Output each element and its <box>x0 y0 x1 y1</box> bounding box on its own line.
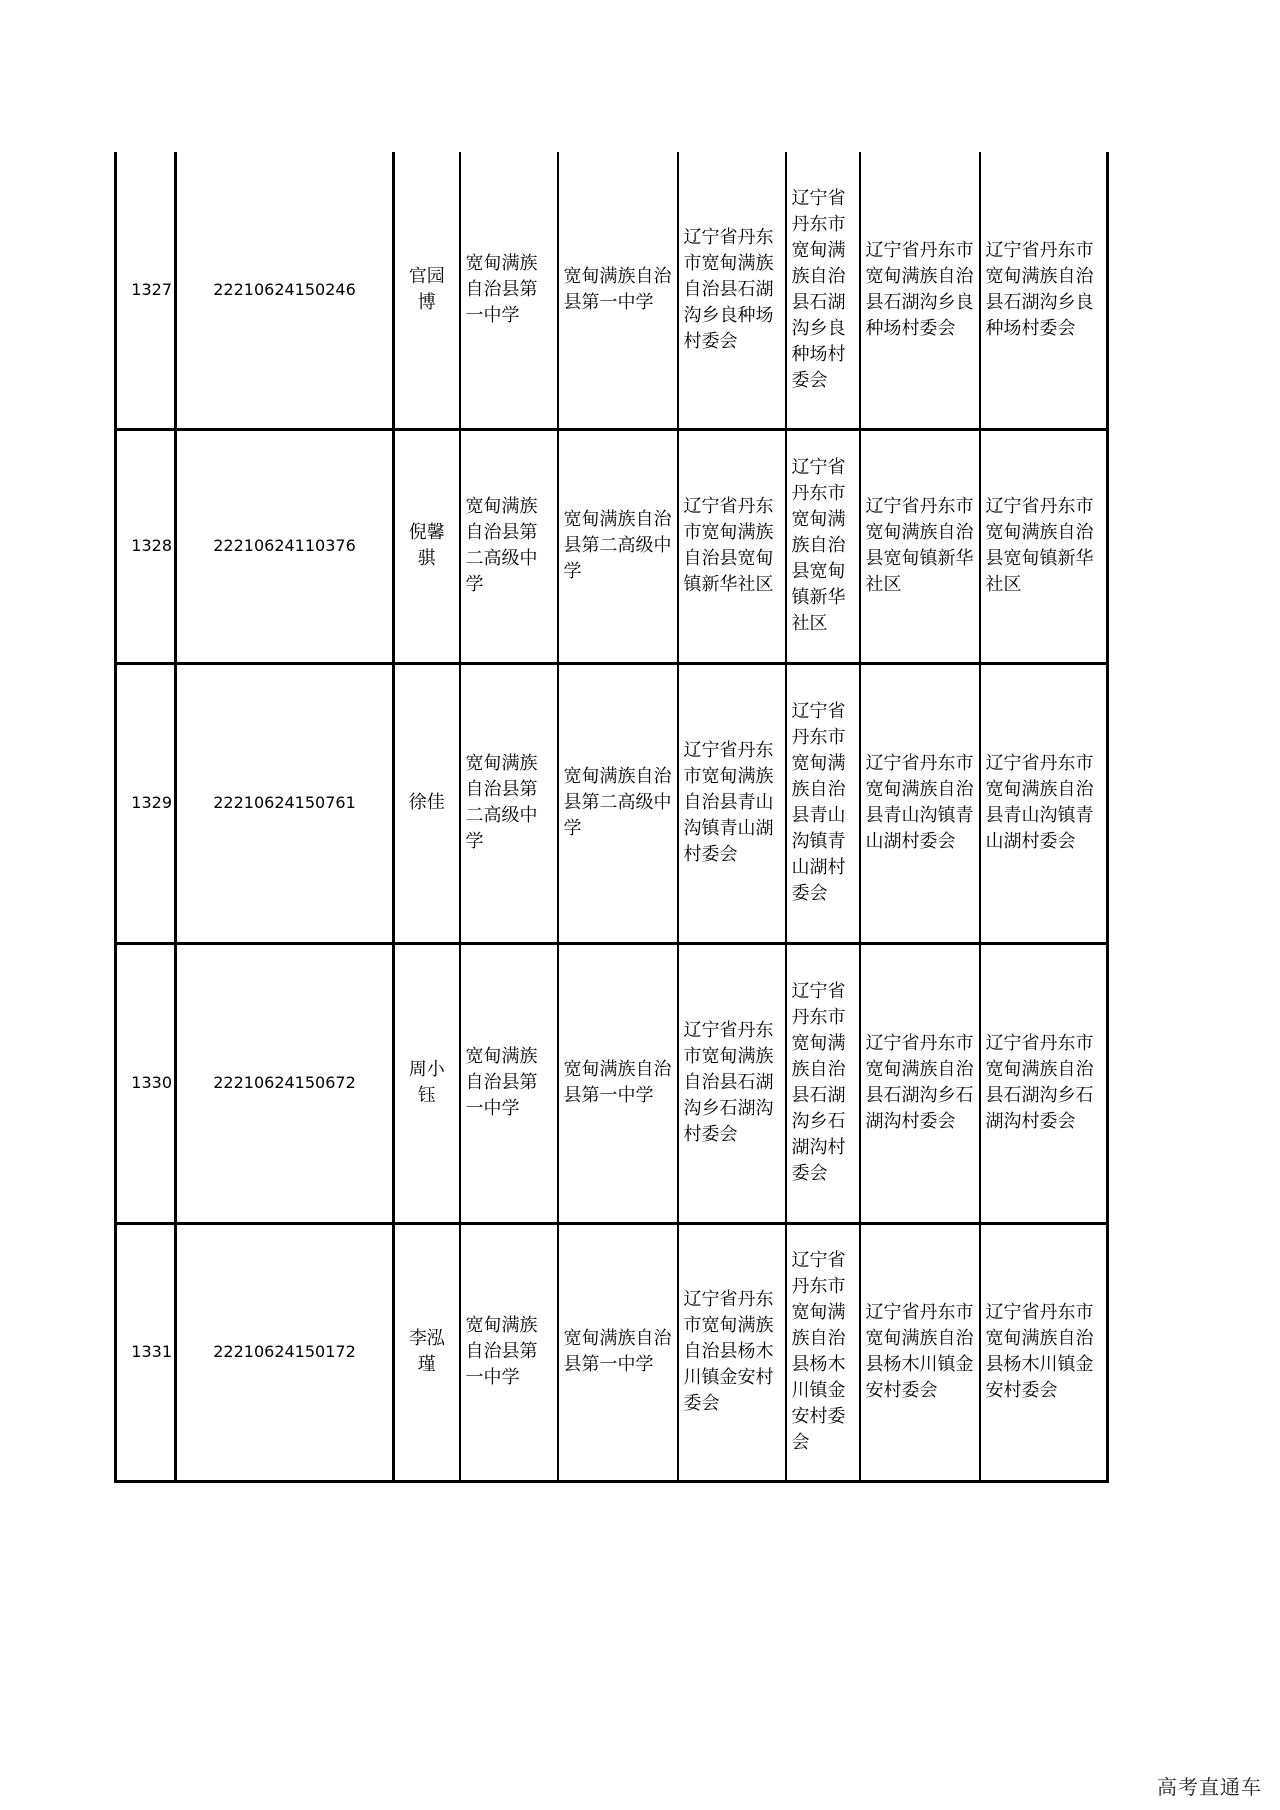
exam-id-cell: 22210624150672 <box>176 943 394 1223</box>
address-cell: 辽宁省丹东市宽甸满族自治县石湖沟乡石湖沟村委会 <box>980 943 1108 1223</box>
address-cell: 辽宁省丹东市宽甸满族自治县石湖沟乡良种场村委会 <box>980 152 1108 429</box>
table-row <box>116 943 1108 1223</box>
school-cell: 宽甸满族自治县第一中学 <box>558 152 678 429</box>
address-cell: 辽宁省丹东市宽甸满族自治县石湖沟乡石湖沟村委会 <box>786 943 860 1223</box>
exam-id-cell: 22210624150246 <box>176 152 394 429</box>
seq-cell: 1327 <box>116 152 176 429</box>
seq-cell: 1330 <box>116 943 176 1223</box>
roster-table <box>114 152 1109 1483</box>
school-cell: 宽甸满族自治县第一中学 <box>558 943 678 1223</box>
address-cell: 辽宁省丹东市宽甸满族自治县石湖沟乡良种场村委会 <box>678 152 786 429</box>
address-cell: 辽宁省丹东市宽甸满族自治县杨木川镇金安村委会 <box>678 1223 786 1481</box>
name-cell: 官园博 <box>394 152 460 429</box>
exam-id-cell: 22210624150172 <box>176 1223 394 1481</box>
address-cell: 辽宁省丹东市宽甸满族自治县杨木川镇金安村委会 <box>980 1223 1108 1481</box>
school-cell: 宽甸满族自治县第一中学 <box>460 152 558 429</box>
address-cell: 辽宁省丹东市宽甸满族自治县杨木川镇金安村委会 <box>860 1223 980 1481</box>
seq-cell: 1328 <box>116 429 176 663</box>
address-cell: 辽宁省丹东市宽甸满族自治县杨木川镇金安村委会 <box>786 1223 860 1481</box>
footer-watermark: 高考直通车 <box>1157 1775 1262 1799</box>
address-cell: 辽宁省丹东市宽甸满族自治县宽甸镇新华社区 <box>678 429 786 663</box>
address-cell: 辽宁省丹东市宽甸满族自治县青山沟镇青山湖村委会 <box>678 663 786 943</box>
address-cell: 辽宁省丹东市宽甸满族自治县宽甸镇新华社区 <box>786 429 860 663</box>
address-cell: 辽宁省丹东市宽甸满族自治县石湖沟乡良种场村委会 <box>786 152 860 429</box>
name-cell: 徐佳 <box>394 663 460 943</box>
school-cell: 宽甸满族自治县第一中学 <box>460 1223 558 1481</box>
address-cell: 辽宁省丹东市宽甸满族自治县青山沟镇青山湖村委会 <box>980 663 1108 943</box>
school-cell: 宽甸满族自治县第二高级中学 <box>558 663 678 943</box>
address-cell: 辽宁省丹东市宽甸满族自治县石湖沟乡良种场村委会 <box>860 152 980 429</box>
address-cell: 辽宁省丹东市宽甸满族自治县宽甸镇新华社区 <box>980 429 1108 663</box>
table-row <box>116 429 1108 663</box>
address-cell: 辽宁省丹东市宽甸满族自治县石湖沟乡石湖沟村委会 <box>678 943 786 1223</box>
table-row <box>116 663 1108 943</box>
school-cell: 宽甸满族自治县第一中学 <box>460 943 558 1223</box>
address-cell: 辽宁省丹东市宽甸满族自治县青山沟镇青山湖村委会 <box>860 663 980 943</box>
seq-cell: 1329 <box>116 663 176 943</box>
address-cell: 辽宁省丹东市宽甸满族自治县石湖沟乡石湖沟村委会 <box>860 943 980 1223</box>
school-cell: 宽甸满族自治县第二高级中学 <box>460 429 558 663</box>
seq-cell: 1331 <box>116 1223 176 1481</box>
address-cell: 辽宁省丹东市宽甸满族自治县青山沟镇青山湖村委会 <box>786 663 860 943</box>
table-row <box>116 152 1108 429</box>
exam-id-cell: 22210624150761 <box>176 663 394 943</box>
name-cell: 李泓瑾 <box>394 1223 460 1481</box>
table-row <box>116 1223 1108 1481</box>
address-cell: 辽宁省丹东市宽甸满族自治县宽甸镇新华社区 <box>860 429 980 663</box>
school-cell: 宽甸满族自治县第二高级中学 <box>460 663 558 943</box>
name-cell: 倪馨骐 <box>394 429 460 663</box>
school-cell: 宽甸满族自治县第一中学 <box>558 1223 678 1481</box>
exam-id-cell: 22210624110376 <box>176 429 394 663</box>
school-cell: 宽甸满族自治县第二高级中学 <box>558 429 678 663</box>
name-cell: 周小钰 <box>394 943 460 1223</box>
